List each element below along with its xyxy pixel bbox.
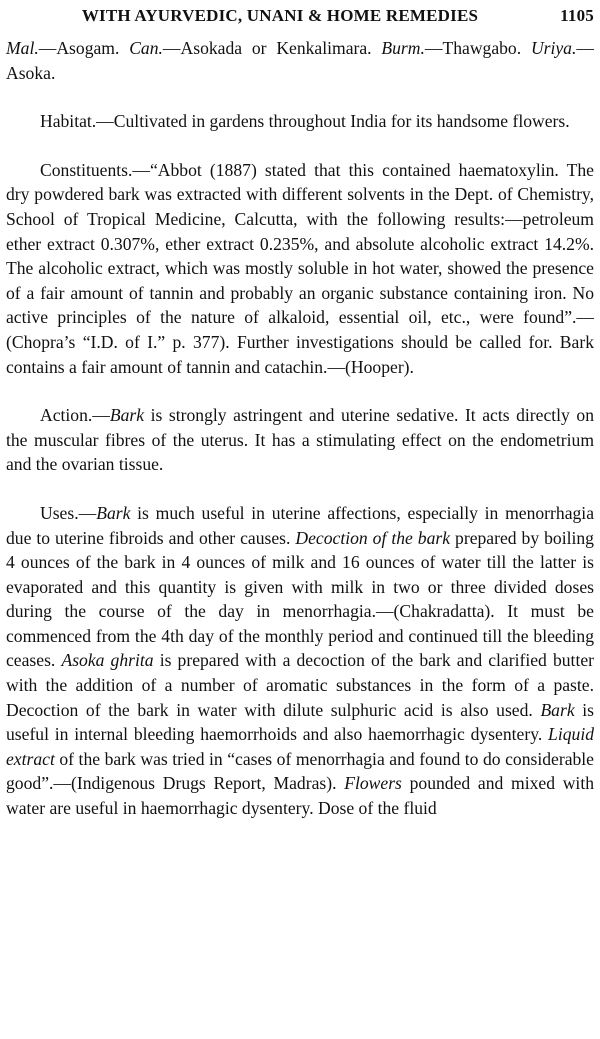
paragraph-gap bbox=[6, 379, 594, 403]
action-text: is strongly astringent and uterine sedative. It acts directly on the muscular fibres of the uterus. It has a stimulating effect on the endometrium and the ovarian tissue. bbox=[6, 405, 594, 475]
uses-flowers: Flowers bbox=[344, 773, 402, 794]
uses-asoka-ghrita: Asoka ghrita bbox=[61, 650, 154, 671]
habitat-paragraph: Habitat.—Cultivated in gardens throughout India for its handsome flowers. bbox=[40, 111, 570, 132]
uses-decoction: Decoction of the bark bbox=[295, 527, 451, 548]
uses-liquid-extract: Liquid extract bbox=[6, 724, 594, 769]
mal-label: Mal. bbox=[6, 38, 39, 58]
constituents-paragraph: Constituents.—“Abbot (1887) stated that this contained haematoxylin. The dry powdered bark was extracted with different solvents in the Dept. of Chemistry, School of Tropical Medicine, Calcutta, with the following results:—petroleum ether extract 0.307%, ether extract 0.235%, and absolute alcoholic extract 14.2%. The alcoholic extract, which was mostly soluble in hot water, showed the presence of a fair amount of tannin and probably an organic substance containing iron. No active principles of the nature of alkaloid, essential oil, etc., were found”.—(Chopra’s “I.D. of I.” p. 377). Further investigations should be called for. Bark contains a fair amount of tannin and catachin.—(Hooper). bbox=[6, 159, 594, 377]
mal-text: —Asogam. bbox=[38, 38, 120, 58]
uses-text-3: is prepared with a decoction of the bark and clarified butter with the addition of a number of aromatic substances in the form of a paste. Decoction of the bark in water with dilute sulphuric acid is also used. bbox=[6, 650, 594, 720]
page-number: 1105 bbox=[560, 6, 594, 25]
uses-bark-2: Bark bbox=[540, 699, 575, 720]
uses-text-2: prepared by boiling 4 ounces of the bark in 4 ounces of milk and 16 ounces of water till the latter is evaporated and this quantity is given with milk in two or three divided doses during the course of the day in menorrhagia.—(Chakradatta). It must be commenced from the 4th day of the monthly period and continued till the bleeding ceases. bbox=[6, 527, 594, 671]
uses-text-6: pounded and mixed with water are useful in haemorrhagic dysentery. Dose of the fluid bbox=[6, 773, 595, 819]
body-text bbox=[6, 36, 594, 821]
paragraph-gap bbox=[6, 477, 594, 501]
uses-lead: Uses.— bbox=[40, 502, 97, 523]
page-header bbox=[6, 6, 594, 28]
can-text: —Asokada or Kenkalimara. bbox=[162, 38, 372, 58]
uriya-text: —Asoka. bbox=[6, 38, 594, 83]
uses-paragraph bbox=[6, 501, 594, 821]
uses-text-5: of the bark was tried in “cases of menorrhagia and found to do considerable good”.—(Indigenous Drugs Report, Madras). bbox=[6, 748, 594, 794]
vernacular-names-paragraph bbox=[6, 36, 594, 85]
action-paragraph bbox=[6, 403, 594, 477]
uriya-label: Uriya. bbox=[530, 38, 577, 58]
burm-text: —Thawgabo. bbox=[424, 38, 522, 58]
running-title: WITH AYURVEDIC, UNANI & HOME REMEDIES bbox=[81, 6, 479, 25]
can-label: Can. bbox=[129, 38, 163, 58]
uses-bark-1: Bark bbox=[96, 502, 131, 523]
paragraph-gap bbox=[6, 85, 594, 109]
paragraph-gap bbox=[6, 134, 594, 158]
burm-label: Burm. bbox=[381, 38, 425, 58]
action-bark: Bark bbox=[109, 405, 145, 426]
uses-text-4: is useful in internal bleeding haemorrhoids and also haemorrhagic dysentery. bbox=[6, 699, 594, 745]
uses-text-1: is much useful in uterine affections, especially in menorrhagia due to uterine fibroids and other causes. bbox=[6, 502, 594, 548]
action-lead: Action.— bbox=[40, 405, 110, 426]
